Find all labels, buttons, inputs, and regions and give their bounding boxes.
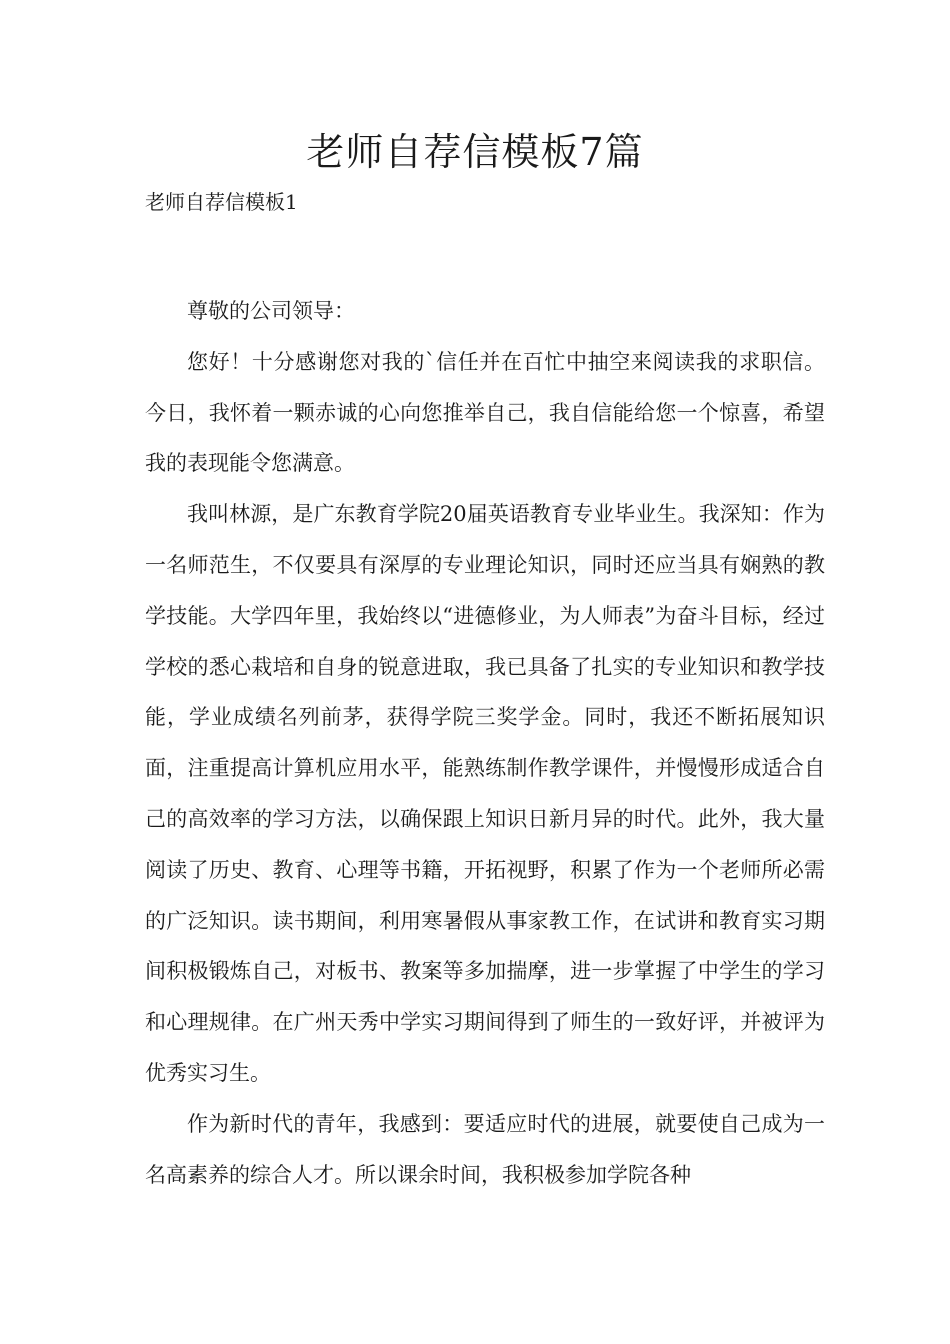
paragraph-greeting: 您好！十分感谢您对我的`信任并在百忙中抽空来阅读我的求职信。今日，我怀着一颗赤诚的心向您推举自己，我自信能给您一个惊喜，希望我的表现能令您满意。 (145, 349, 825, 476)
document-title: 老师自荐信模板7篇 (306, 130, 644, 174)
paragraph-extracurricular: 作为新时代的青年，我感到：要适应时代的进展，就要使自己成为一名高素养的综合人才。所以课余时间，我积极参加学院各种 (145, 1111, 825, 1187)
letter-body (145, 286, 825, 1200)
document-subtitle: 老师自荐信模板1 (145, 190, 298, 214)
salutation: 尊敬的公司领导： (187, 299, 355, 323)
paragraph-introduction: 我叫林源，是广东教育学院20届英语教育专业毕业生。我深知：作为一名师范生，不仅要具有深厚的专业理论知识，同时还应当具有娴熟的教学技能。大学四年里，我始终以“进德修业，为人师表”为奋斗目标，经过学校的悉心栽培和自身的锐意进取，我已具备了扎实的专业知识和教学技能，学业成绩名列前茅，获得学院三奖学金。同时，我还不断拓展知识面，注重提高计算机应用水平，能熟练制作教学课件，并慢慢形成适合自己的高效率的学习方法，以确保跟上知识日新月异的时代。此外，我大量阅读了历史、教育、心理等书籍，开拓视野，积累了作为一个老师所必需的广泛知识。读书期间，利用寒暑假从事家教工作，在试讲和教育实习期间积极锻炼自己，对板书、教案等多加揣摩，进一步掌握了中学生的学习和心理规律。在广州天秀中学实习期间得到了师生的一致好评，并被评为优秀实习生。 (145, 502, 825, 1085)
